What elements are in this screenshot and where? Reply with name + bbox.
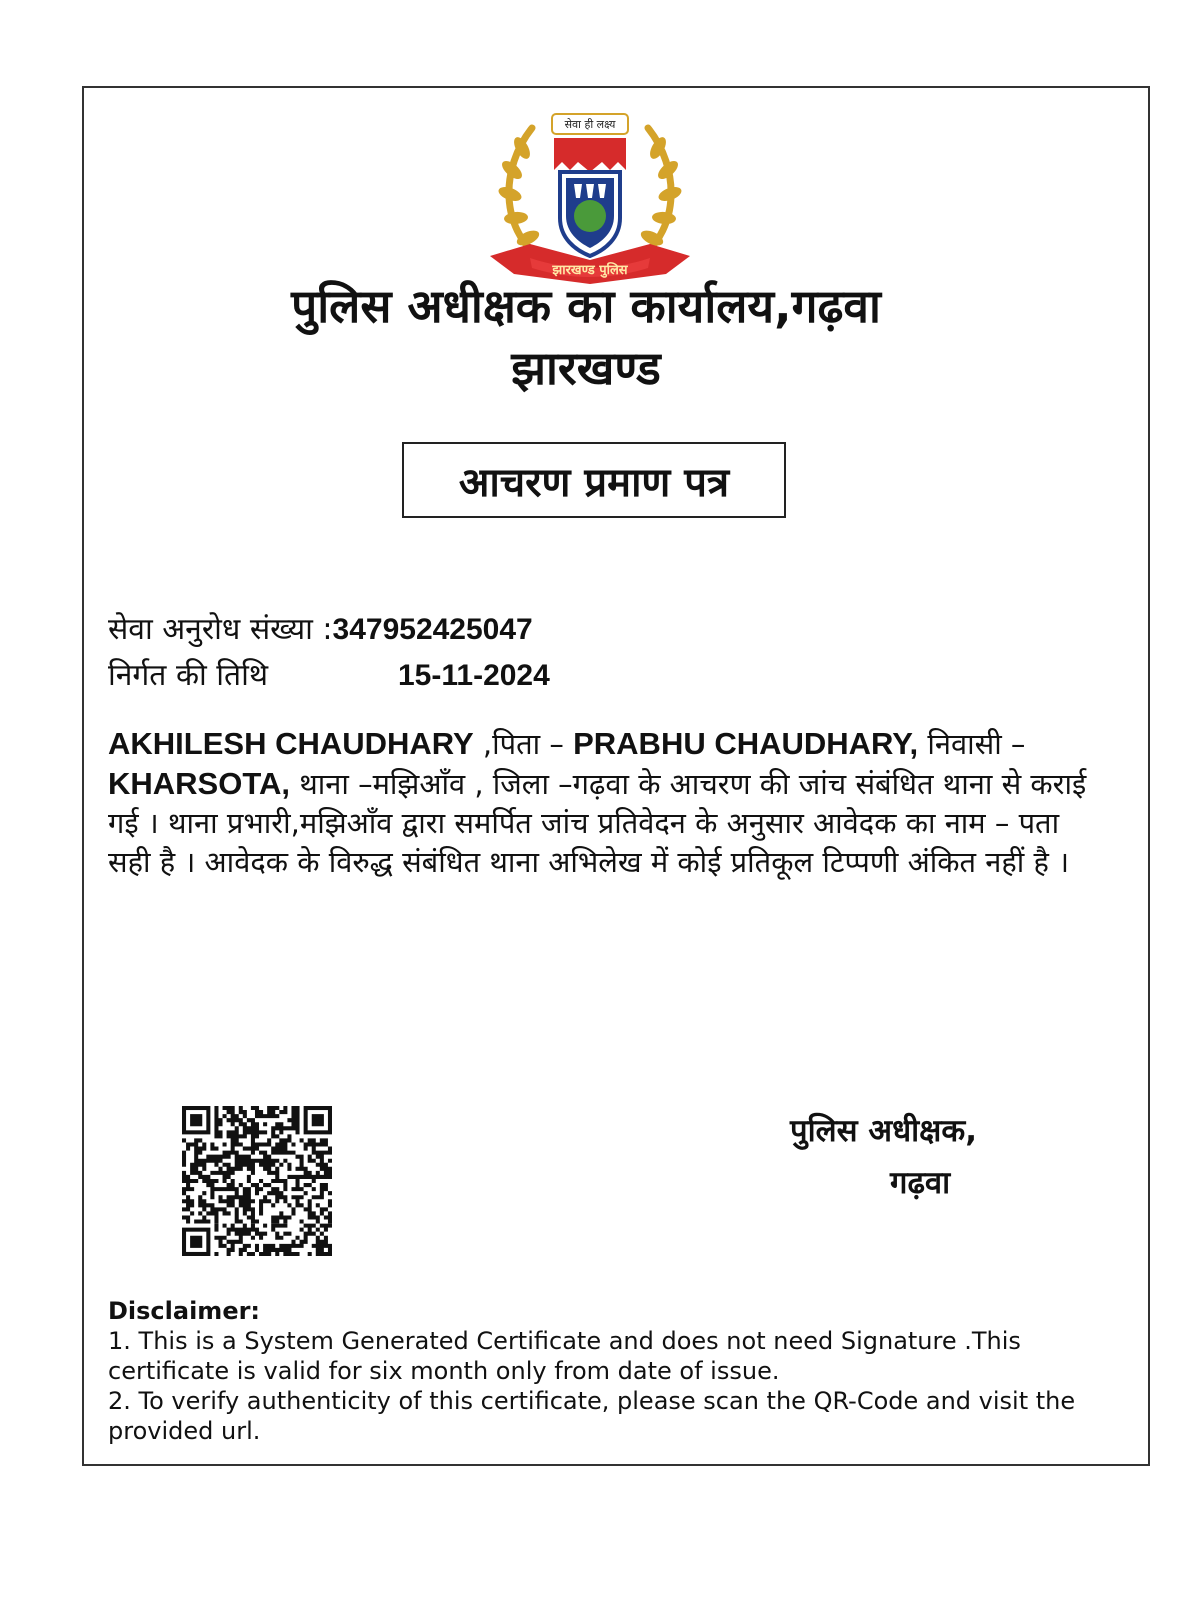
- qr-finder-pattern: [182, 1228, 210, 1256]
- jharkhand-police-emblem: [470, 108, 710, 288]
- disclaimer-block: [108, 1296, 1118, 1446]
- disclaimer-heading: Disclaimer:: [108, 1297, 261, 1325]
- certificate-title: आचरण प्रमाण पत्र: [402, 442, 786, 518]
- qr-finder-pattern: [304, 1106, 332, 1134]
- body-statement: थाना –मझिआँव , जिला –गढ़वा के आचरण की जांच संबंधित थाना से कराई गई । थाना प्रभारी,मझिआँव द्वारा समर्पित जांच प्रतिवेदन के अनुसार आवेदक का नाम – पता सही है । आवेदक के विरुद्ध संबंधित थाना अभिलेख में कोई प्रतिकूल टिप्पणी अंकित नहीं है ।: [108, 767, 1087, 879]
- office-title-line-2: झारखण्ड: [511, 341, 661, 395]
- issue-date-label: निर्गत की तिथि: [108, 658, 269, 693]
- applicant-name: AKHILESH CHAUDHARY: [108, 726, 474, 761]
- signatory-block: [790, 1108, 977, 1206]
- office-title-line-1: पुलिस अधीक्षक का कार्यालय,गढ़वा: [291, 279, 881, 333]
- issue-date-row: [108, 654, 550, 698]
- signatory-designation: पुलिस अधीक्षक,: [790, 1113, 977, 1149]
- father-separator: ,पिता –: [473, 727, 574, 761]
- emblem-motto: सेवा ही लक्ष्य: [564, 118, 616, 131]
- signatory-place: गढ़वा: [890, 1165, 951, 1201]
- disclaimer-item-1: 1. This is a System Generated Certificate and does not need Signature .This certificate is valid for six month only from date of issue.: [108, 1327, 1021, 1385]
- service-request-row: [108, 608, 533, 652]
- issue-date-value: 15-11-2024: [398, 659, 550, 692]
- village-name: KHARSOTA,: [108, 766, 290, 801]
- service-request-number: 347952425047: [332, 613, 533, 646]
- father-name: PRABHU CHAUDHARY,: [573, 726, 919, 761]
- emblem-banner-text: झारखण्ड पुलिस: [552, 263, 628, 278]
- certificate-body: [108, 724, 1088, 882]
- disclaimer-item-2: 2. To verify authenticity of this certificate, please scan the QR-Code and visit the provided url.: [108, 1387, 1076, 1445]
- residence-separator: निवासी –: [918, 727, 1026, 761]
- qr-finder-pattern: [182, 1106, 210, 1134]
- qr-code: [182, 1106, 332, 1256]
- service-request-label: सेवा अनुरोध संख्या :: [108, 612, 333, 647]
